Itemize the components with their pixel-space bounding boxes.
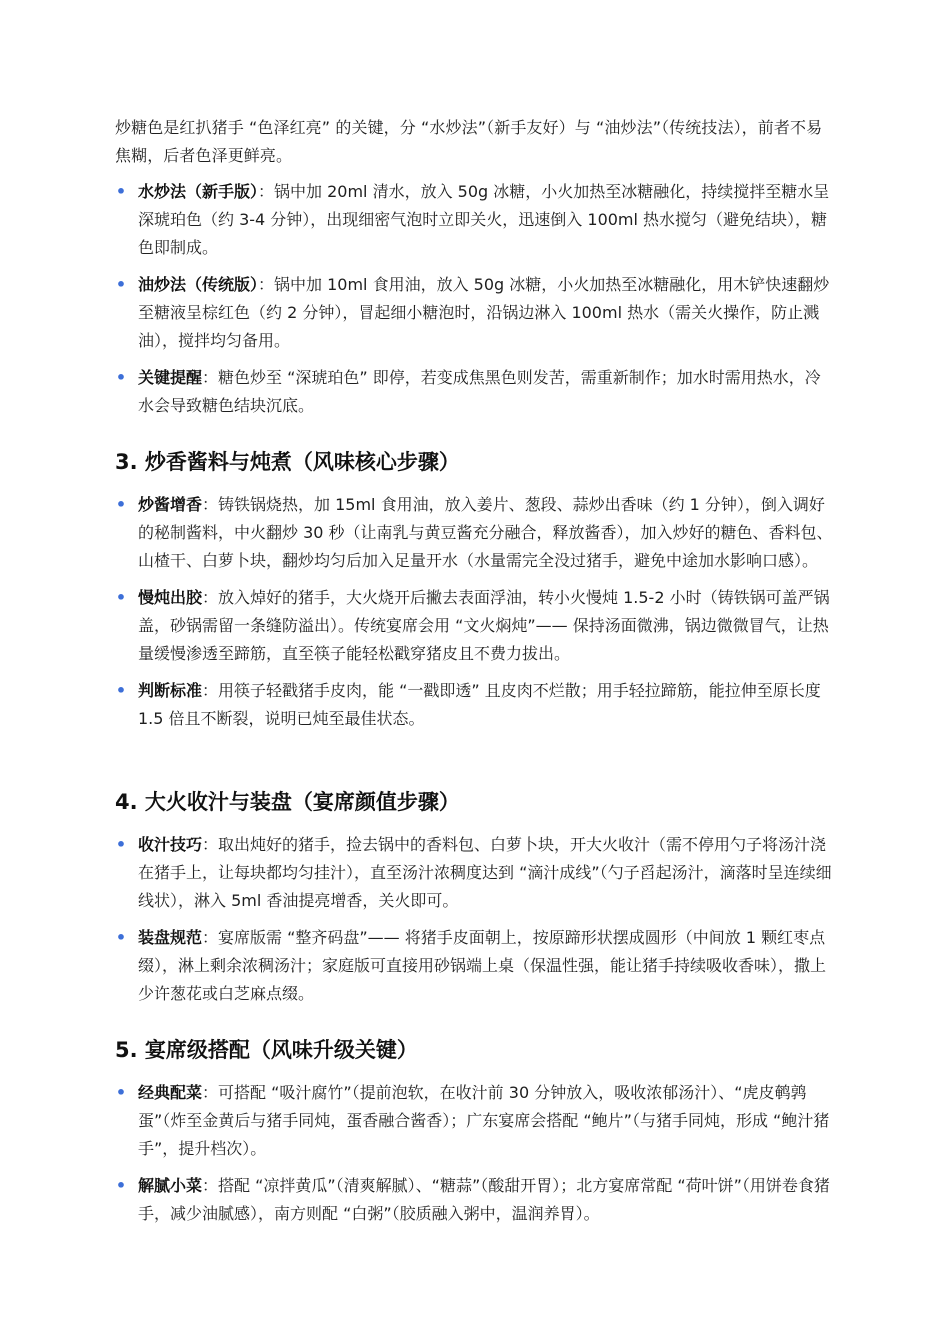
list-item	[115, 1079, 835, 1163]
list-item	[115, 364, 835, 420]
section4-list	[115, 831, 835, 1008]
bullet-icon: •	[115, 368, 127, 387]
list-item	[115, 831, 835, 915]
bullet-icon: •	[115, 681, 127, 700]
item-text: ：放入焯好的猪手，大火烧开后撇去表面浮油，转小火慢炖 1.5-2 小时（铸铁锅可盖严锅盖，砂锅需留一条缝防溢出）。传统宴席会用 “文火焖炖”—— 保持汤面微沸，锅边微微冒气，让热量缓慢渗透至蹄筋，直至筷子能轻松戳穿猪皮且不费力拔出。	[138, 588, 830, 663]
item-label: 油炒法（传统版）	[138, 275, 259, 294]
intro-paragraph: 炒糖色是红扒猪手 “色泽红亮” 的关键，分 “水炒法”（新手友好）与 “油炒法”（传统技法），前者不易焦糊，后者色泽更鲜亮。	[115, 118, 823, 165]
item-text: ：可搭配 “吸汁腐竹”（提前泡软，在收汁前 30 分钟放入，吸收浓郁汤汁）、“虎皮鹌鹑蛋”（炸至金黄后与猪手同炖，蛋香融合酱香）；广东宴席会搭配 “鲍片”（与猪手同炖，形成 “鲍汁猪手”，提升档次）。	[138, 1083, 830, 1158]
item-text: ：宴席版需 “整齐码盘”—— 将猪手皮面朝上，按原蹄形状摆成圆形（中间放 1 颗红枣点缀），淋上剩余浓稠汤汁；家庭版可直接用砂锅端上桌（保温性强，能让猪手持续吸收香味），撒上少许葱花或白芝麻点缀。	[138, 928, 827, 1003]
item-text: ：取出炖好的猪手，捡去锅中的香料包、白萝卜块，开大火收汁（需不停用勺子将汤汁浇在猪手上，让每块都均匀挂汁），直至汤汁浓稠度达到 “滴汁成线”（勺子舀起汤汁，滴落时呈连续细线状），淋入 5ml 香油提亮增香，关火即可。	[138, 835, 832, 910]
list-item	[115, 491, 835, 575]
item-text: ：糖色炒至 “深琥珀色” 即停，若变成焦黑色则发苦，需重新制作；加水时需用热水，冷水会导致糖色结块沉底。	[138, 368, 821, 415]
sugar-method-list	[115, 178, 835, 420]
list-item	[115, 178, 835, 262]
item-text: ：锅中加 20ml 清水，放入 50g 冰糖，小火加热至冰糖融化，持续搅拌至糖水呈深琥珀色（约 3-4 分钟），出现细密气泡时立即关火，迅速倒入 100ml 热水搅匀（避免结块），糖色即制成。	[138, 182, 830, 257]
item-label: 装盘规范	[138, 928, 203, 947]
item-text: ：锅中加 10ml 食用油，放入 50g 冰糖，小火加热至冰糖融化，用木铲快速翻炒至糖液呈棕红色（约 2 分钟），冒起细小糖泡时，沿锅边淋入 100ml 热水（需关火操作，防止溅油），搅拌均匀备用。	[138, 275, 830, 350]
list-item	[115, 271, 835, 355]
list-item	[115, 924, 835, 1008]
bullet-icon: •	[115, 928, 127, 947]
item-label: 判断标准	[138, 681, 203, 700]
item-label: 慢炖出胶	[138, 588, 203, 607]
item-label: 经典配菜	[138, 1083, 203, 1102]
item-label: 水炒法（新手版）	[138, 182, 259, 201]
bullet-icon: •	[115, 588, 127, 607]
item-label: 炒酱增香	[138, 495, 203, 514]
bullet-icon: •	[115, 835, 127, 854]
section-heading-3: 3. 炒香酱料与炖煮（风味核心步骤）	[115, 450, 460, 474]
bullet-icon: •	[115, 182, 127, 201]
section5-list	[115, 1079, 835, 1228]
list-item	[115, 1172, 835, 1228]
item-label: 解腻小菜	[138, 1176, 203, 1195]
item-label: 关键提醒	[138, 368, 203, 387]
item-text: ：搭配 “凉拌黄瓜”（清爽解腻）、“糖蒜”（酸甜开胃）；北方宴席常配 “荷叶饼”（用饼卷食猪手，减少油腻感），南方则配 “白粥”（胶质融入粥中，温润养胃）。	[138, 1176, 830, 1223]
bullet-icon: •	[115, 1176, 127, 1195]
bullet-icon: •	[115, 1083, 127, 1102]
item-label: 收汁技巧	[138, 835, 203, 854]
bullet-icon: •	[115, 495, 127, 514]
section-heading-4: 4. 大火收汁与装盘（宴席颜值步骤）	[115, 790, 460, 814]
list-item	[115, 677, 835, 733]
bullet-icon: •	[115, 275, 127, 294]
list-item	[115, 584, 835, 668]
item-text: ：用筷子轻戳猪手皮肉，能 “一戳即透” 且皮肉不烂散；用手轻拉蹄筋，能拉伸至原长度 1.5 倍且不断裂，说明已炖至最佳状态。	[138, 681, 821, 728]
section3-list	[115, 491, 835, 733]
item-text: ：铸铁锅烧热，加 15ml 食用油，放入姜片、葱段、蒜炒出香味（约 1 分钟），倒入调好的秘制酱料，中火翻炒 30 秒（让南乳与黄豆酱充分融合，释放酱香），加入炒好的糖色、香料包、山楂干、白萝卜块，翻炒均匀后加入足量开水（水量需完全没过猪手，避免中途加水影响口感）。	[138, 495, 833, 570]
section-heading-5: 5. 宴席级搭配（风味升级关键）	[115, 1038, 418, 1062]
